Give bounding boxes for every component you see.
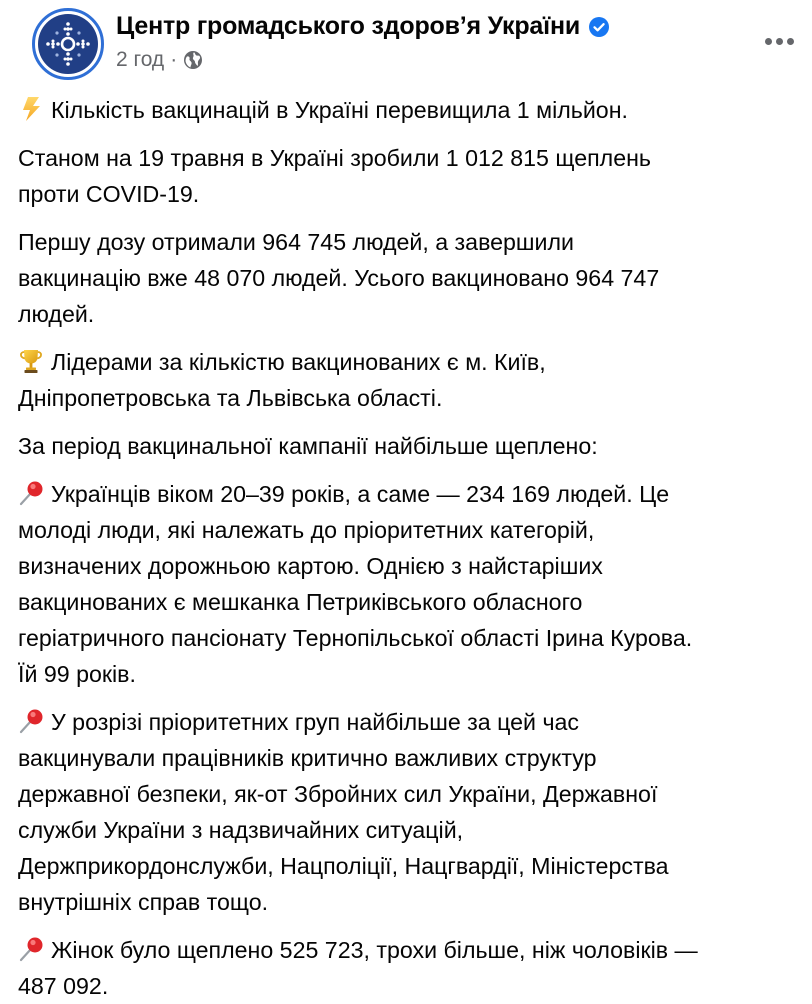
paragraph-line: внутрішніх справ тощо. — [18, 889, 269, 915]
post-paragraph — [18, 428, 806, 464]
paragraph-line: Першу дозу отримали 964 745 людей, а завершили — [18, 229, 574, 255]
post-paragraph — [18, 344, 806, 416]
paragraph-line — [18, 476, 806, 512]
paragraph-line: Держприкордонслужби, Нацполіції, Нацгвардії, Міністерства — [18, 853, 669, 879]
paragraph-text: Лідерами за кількістю вакцинованих є м. Київ, — [51, 349, 546, 375]
post-header — [18, 0, 812, 92]
paragraph-text: Українців віком 20–39 років, а саме — 234 169 людей. Це — [51, 481, 670, 507]
organization-logo-icon — [38, 14, 98, 74]
paragraph-line — [18, 344, 806, 380]
more-dots-icon — [765, 38, 772, 45]
author-name-link[interactable]: Центр громадського здоров’я України — [116, 12, 581, 40]
post-paragraph — [18, 140, 806, 212]
meta-separator: · — [170, 48, 178, 71]
paragraph-text: У розрізі пріоритетних груп найбільше за цей час — [51, 709, 580, 735]
paragraph-line — [18, 704, 806, 740]
paragraph-line: молоді люди, які належать до пріоритетних категорій, — [18, 517, 595, 543]
pushpin-icon — [18, 480, 44, 506]
paragraph-line: Дніпропетровська та Львівська області. — [18, 385, 443, 411]
post-meta — [116, 48, 203, 72]
lightning-icon — [18, 96, 44, 122]
post-paragraph — [18, 704, 806, 920]
post-paragraph — [18, 224, 806, 332]
paragraph-line: державної безпеки, як-от Збройних сил України, Державної — [18, 781, 658, 807]
paragraph-line: вакцинацію вже 48 070 людей. Усього вакциновано 964 747 — [18, 265, 660, 291]
more-dot — [787, 38, 794, 45]
pushpin-icon — [18, 708, 44, 734]
paragraph-line: вакцинованих є мешканка Петриківського обласного — [18, 589, 583, 615]
paragraph-line: За період вакцинальної кампанії найбільше щеплено: — [18, 433, 598, 459]
post-paragraph — [18, 92, 806, 128]
paragraph-text: Жінок було щеплено 525 723, трохи більше, ніж чоловіків — — [51, 937, 698, 963]
paragraph-line: Станом на 19 травня в Україні зробили 1 012 815 щеплень — [18, 145, 651, 171]
trophy-icon — [18, 348, 44, 374]
paragraph-line: геріатричного пансіонату Тернопільської області Ірина Курова. — [18, 625, 693, 651]
globe-icon[interactable] — [183, 50, 203, 70]
paragraph-text: Кількість вакцинацій в Україні перевищила 1 мільйон. — [51, 97, 628, 123]
post-paragraph — [18, 932, 806, 1004]
paragraph-line: вакцинували працівників критично важливих структур — [18, 745, 597, 771]
pushpin-icon — [18, 936, 44, 962]
paragraph-line: Їй 99 років. — [18, 661, 136, 687]
author-line — [116, 12, 610, 41]
paragraph-line — [18, 92, 806, 128]
more-dot — [776, 38, 783, 45]
paragraph-line: людей. — [18, 301, 95, 327]
paragraph-line: проти COVID-19. — [18, 181, 200, 207]
avatar[interactable] — [32, 8, 104, 80]
post-timestamp-link[interactable]: 2 год — [116, 48, 165, 71]
more-options-button[interactable] — [756, 30, 802, 52]
paragraph-line: служби України з надзвичайних ситуацій, — [18, 817, 464, 843]
post-body — [18, 92, 812, 1004]
paragraph-line — [18, 932, 806, 968]
post-paragraph — [18, 476, 806, 692]
paragraph-line: 487 092. — [18, 973, 109, 999]
verified-badge-icon — [588, 16, 610, 38]
paragraph-line: визначених дорожньою картою. Однією з найстаріших — [18, 553, 603, 579]
